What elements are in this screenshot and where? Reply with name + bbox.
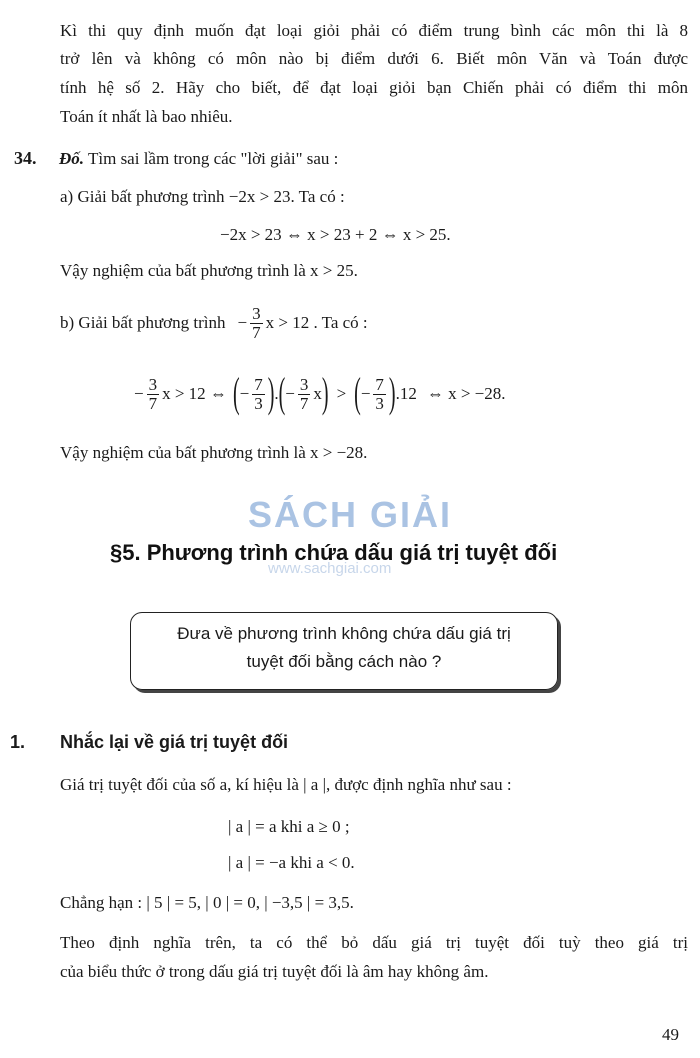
exercise-number: 34. — [14, 148, 37, 168]
section-title: §5. Phương trình chứa dấu giá trị tuyệt đối — [110, 540, 558, 565]
exercise-tag: Đố. — [59, 149, 85, 168]
question-line-1: Đưa về phương trình không chứa dấu giá trị — [177, 624, 511, 643]
intro-line-4: Toán ít nhất là bao nhiêu. — [60, 107, 233, 126]
intro-line-1: Kì thi quy định muốn đạt loại giỏi phải có điểm trung bình các môn thi là 8 — [60, 21, 688, 40]
definition-eq-2: | a | = −a khi a < 0. — [228, 853, 355, 872]
fraction-3-7: $\frac{3}{7}$ — [252, 303, 261, 342]
part-b-statement: b) Giải bất phương trình − $\frac{3}{7}$ x > 12 . Ta có : — [60, 303, 368, 342]
paragraph-line-2: của biểu thức ở trong dấu giá trị tuyệt đối là âm hay không âm. — [60, 962, 489, 981]
intro-line-3: tính hệ số 2. Hãy cho biết, để đạt loại giỏi bạn Chiến phải có điểm thi môn — [60, 78, 688, 97]
part-b-tail: x > 12 . Ta có : — [265, 313, 368, 332]
part-b-text: b) Giải bất phương trình — [60, 313, 226, 332]
watermark-url: www.sachgiai.com — [268, 560, 392, 577]
intro-line-2: trở lên và không có môn nào bị điểm dưới 6. Biết môn Văn và Toán được — [60, 49, 688, 68]
fraction-7-3: $\frac{7}{3}$ — [254, 374, 263, 413]
example-line: Chẳng hạn : | 5 | = 5, | 0 | = 0, | −3,5 | = 3,5. — [60, 893, 354, 912]
definition-text: Giá trị tuyệt đối của số a, kí hiệu là | a |, được định nghĩa như sau : — [60, 775, 512, 794]
exercise-34-header — [14, 145, 338, 172]
part-a-text: a) Giải bất phương trình −2x > 23. Ta có : — [60, 187, 345, 206]
part-a-equation: −2x > 23 ⇔ x > 23 + 2 ⇔ x > 25. — [220, 225, 451, 244]
question-line-2: tuyệt đối bằng cách nào ? — [246, 652, 442, 671]
fraction-3-7: $\frac{3}{7}$ — [148, 374, 158, 413]
paragraph-line-1: Theo định nghĩa trên, ta có thể bỏ dấu giá trị tuyệt đối tuỳ theo giá trị — [60, 933, 688, 952]
fraction-3-7: $\frac{3}{7}$ — [299, 374, 309, 413]
subsection-number: 1. — [10, 732, 26, 752]
watermark-logo: SÁCH GIẢI — [248, 494, 453, 535]
subsection-heading: Nhắc lại về giá trị tuyệt đối — [60, 732, 289, 752]
definition-eq-1: | a | = a khi a ≥ 0 ; — [228, 817, 350, 836]
page-number: 49 — [662, 1025, 679, 1044]
part-b-eq-lhs: x > 12 ⇔ — [162, 384, 227, 403]
part-b-eq-rhs: ⇔ x > −28. — [426, 384, 506, 403]
part-b-equation: − $\frac{3}{7}$ x > 12 ⇔ ( − $\frac{7}{3}$ ) . ( − $\frac{3}{7}$ x ) > ( − $\frac{7}{3}$ ) .12 ⇔ x > −28. — [134, 370, 506, 418]
part-b-conclusion: Vậy nghiệm của bất phương trình là x > −28. — [60, 443, 368, 462]
fraction-7-3: $\frac{7}{3}$ — [375, 374, 384, 413]
part-a-conclusion: Vậy nghiệm của bất phương trình là x > 25. — [60, 261, 358, 280]
exercise-prompt: Tìm sai lầm trong các "lời giải" sau : — [87, 149, 339, 168]
